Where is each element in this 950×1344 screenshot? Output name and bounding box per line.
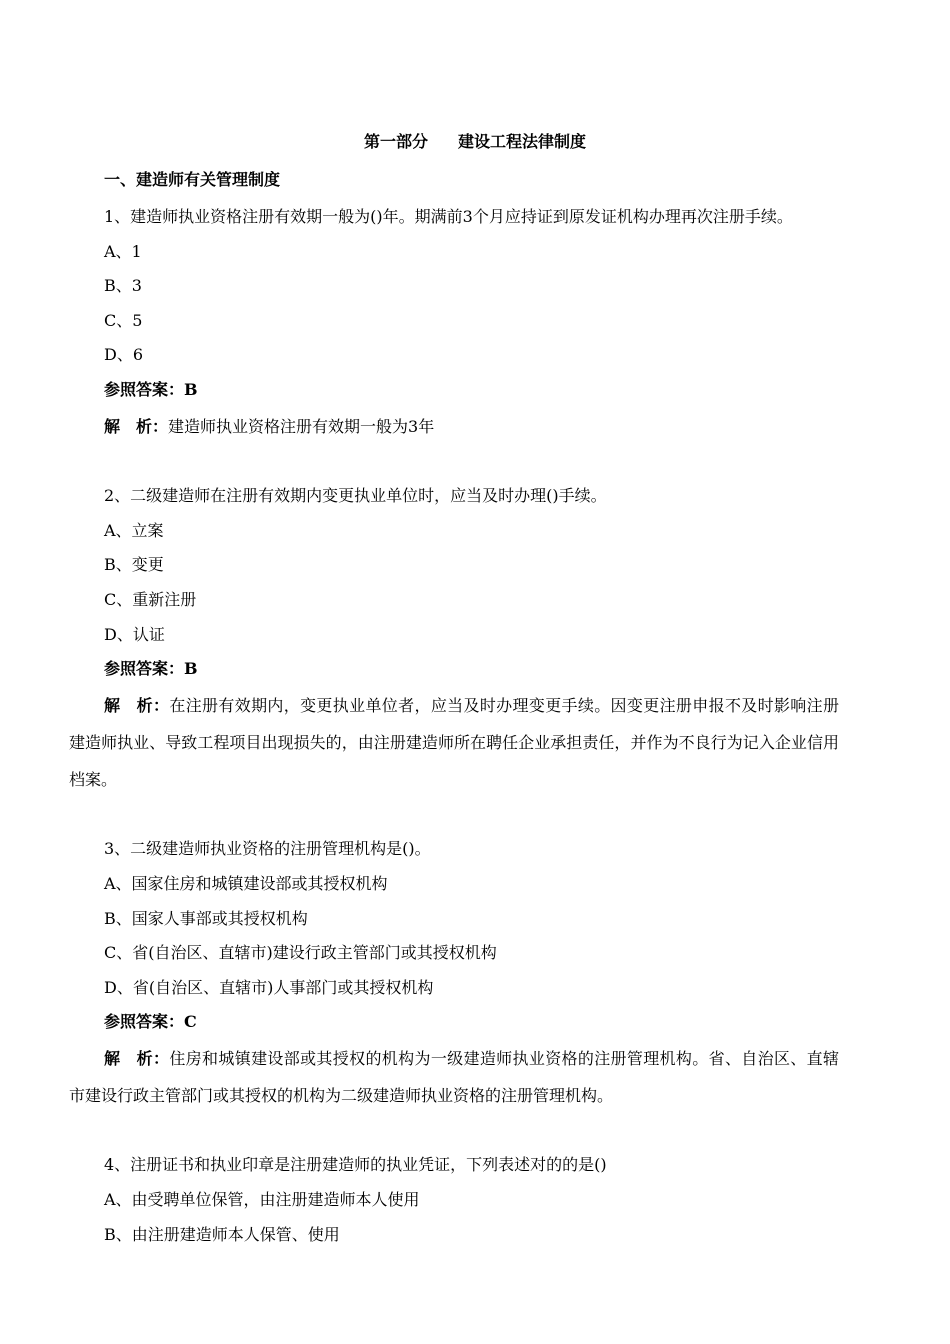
analysis-label: 解 析： [104,1048,170,1068]
question-3-analysis [69,1040,839,1114]
question-4-option-a: A、由受聘单位保管，由注册建造师本人使用 [104,1190,420,1210]
spacer [69,1114,839,1149]
question-1-option-d: D、6 [104,345,144,365]
question-2-option-a: A、立案 [104,520,164,540]
analysis-text: 在注册有效期内，变更执业单位者，应当及时办理变更手续。因变更注册申报不及时影响注册建造师执业、导致工程项目出现损失的，由注册建造师所在聘任企业承担责任，并作为不良行为记入企业信用档案。 [69,695,839,789]
question-2-analysis [69,687,839,798]
question-3-option-c: C、省(自治区、直辖市)建设行政主管部门或其授权机构 [104,943,497,963]
answer-value: B [184,659,198,679]
analysis-text: 建造师执业资格注册有效期一般为3年 [168,416,435,436]
question-3-option-a: A、国家住房和城镇建设部或其授权机构 [104,873,388,893]
part-name: 建设工程法律制度 [458,132,587,151]
answer-value: C [184,1012,197,1032]
part-number: 第一部分 [363,132,428,151]
answer-label: 参照答案： [104,659,185,679]
question-1-stem: 1、建造师执业资格注册有效期一般为()年。期满前3个月应持证到原发证机构办理再次注册手续。 [104,206,793,226]
spacer [69,445,839,480]
question-4-stem: 4、注册证书和执业印章是注册建造师的执业凭证，下列表述对的的是() [104,1155,607,1175]
question-4-option-b: B、由注册建造师本人保管、使用 [104,1224,340,1244]
question-2-option-b: B、变更 [104,555,164,575]
question-3-stem: 3、二级建造师执业资格的注册管理机构是()。 [104,839,431,859]
question-1-answer [69,373,839,408]
analysis-label: 解 析： [104,416,169,436]
analysis-label: 解 析： [104,695,170,715]
question-1-analysis [69,408,839,445]
question-2-option-d: D、认证 [104,624,165,644]
question-3-answer [69,1005,839,1040]
document-body [69,163,839,1252]
question-3-option-d: D、省(自治区、直辖市)人事部门或其授权机构 [104,977,434,997]
question-2-answer [69,652,839,687]
spacer [69,798,839,833]
question-2-stem: 2、二级建造师在注册有效期内变更执业单位时，应当及时办理()手续。 [104,486,607,506]
answer-label: 参照答案： [104,1012,185,1032]
question-3-option-b: B、国家人事部或其授权机构 [104,908,308,928]
answer-value: B [184,379,198,399]
question-1-option-c: C、5 [104,310,143,330]
answer-label: 参照答案： [104,379,185,399]
part-title [0,130,950,154]
question-1-option-b: B、3 [104,276,142,296]
question-1-option-a: A、1 [104,241,142,261]
question-2-option-c: C、重新注册 [104,589,197,609]
section-heading: 一、建造师有关管理制度 [104,170,281,189]
analysis-text: 住房和城镇建设部或其授权的机构为一级建造师执业资格的注册管理机构。省、自治区、直辖市建设行政主管部门或其授权的机构为二级建造师执业资格的注册管理机构。 [69,1048,839,1105]
